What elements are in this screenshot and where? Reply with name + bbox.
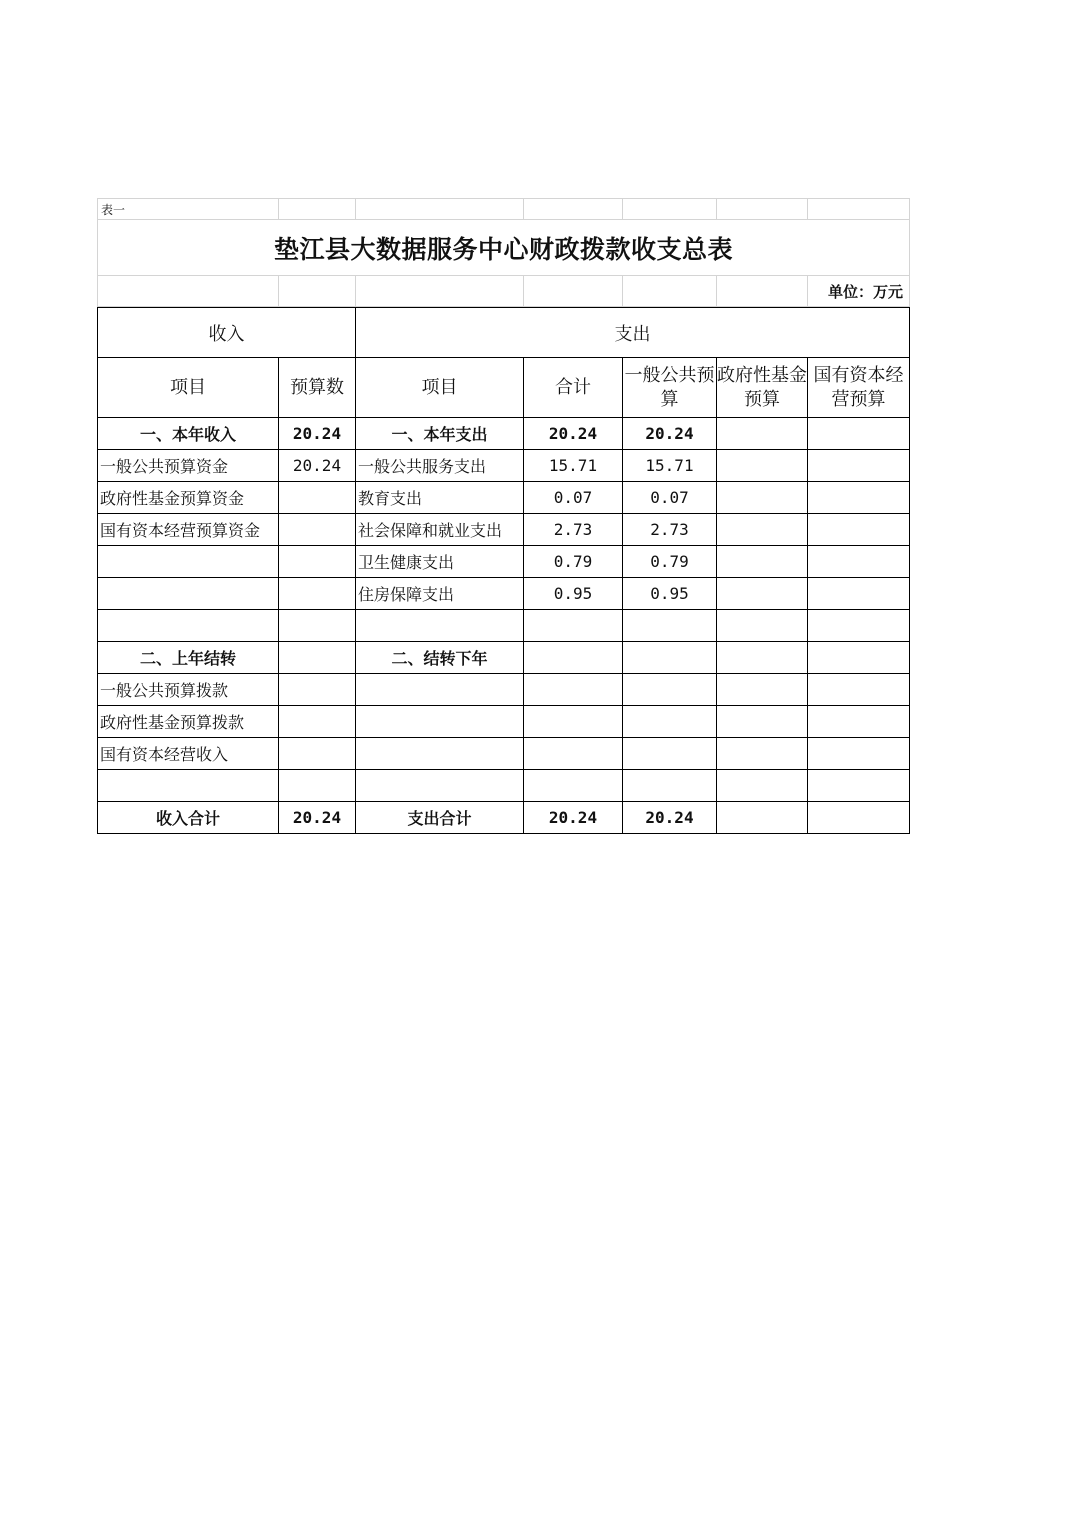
header-total: 合计 <box>524 358 623 418</box>
expense-total-cell <box>524 642 623 674</box>
income-amount-cell <box>279 482 356 514</box>
general-budget-cell: 15.71 <box>623 450 717 482</box>
budget-table <box>97 307 910 834</box>
income-amount-cell <box>279 738 356 770</box>
state-capital-budget-cell <box>808 450 910 482</box>
unit-label: 单位：万元 <box>808 276 910 307</box>
expense-total-cell <box>524 674 623 706</box>
table-row <box>98 738 910 770</box>
state-capital-budget-cell <box>808 578 910 610</box>
income-item-cell: 收入合计 <box>98 802 279 834</box>
fund-budget-cell <box>717 514 808 546</box>
header-state-capital-budget: 国有资本经营预算 <box>808 358 910 418</box>
expense-item-cell <box>356 610 524 642</box>
state-capital-budget-cell <box>808 482 910 514</box>
state-capital-budget-cell <box>808 738 910 770</box>
income-amount-cell <box>279 770 356 802</box>
income-item-cell: 政府性基金预算拨款 <box>98 706 279 738</box>
expense-total-cell <box>524 610 623 642</box>
expense-item-cell: 社会保障和就业支出 <box>356 514 524 546</box>
income-amount-cell <box>279 514 356 546</box>
budget-sheet <box>97 198 909 834</box>
state-capital-budget-cell <box>808 674 910 706</box>
group-header-row <box>98 308 910 358</box>
expense-total-cell: 2.73 <box>524 514 623 546</box>
table-row <box>98 674 910 706</box>
income-item-cell: 一般公共预算拨款 <box>98 674 279 706</box>
expense-total-cell <box>524 738 623 770</box>
table-row <box>98 770 910 802</box>
header-income-item: 项目 <box>98 358 279 418</box>
table-row <box>98 546 910 578</box>
expense-group-header: 支出 <box>356 308 910 358</box>
expense-item-cell: 支出合计 <box>356 802 524 834</box>
income-item-cell: 一、本年收入 <box>98 418 279 450</box>
fund-budget-cell <box>717 770 808 802</box>
expense-item-cell: 一般公共服务支出 <box>356 450 524 482</box>
state-capital-budget-cell <box>808 610 910 642</box>
header-fund-budget: 政府性基金预算 <box>717 358 808 418</box>
fund-budget-cell <box>717 578 808 610</box>
fund-budget-cell <box>717 418 808 450</box>
general-budget-cell <box>623 610 717 642</box>
income-amount-cell <box>279 674 356 706</box>
header-expense-item: 项目 <box>356 358 524 418</box>
expense-total-cell: 0.95 <box>524 578 623 610</box>
expense-item-cell: 教育支出 <box>356 482 524 514</box>
general-budget-cell: 2.73 <box>623 514 717 546</box>
income-amount-cell <box>279 706 356 738</box>
state-capital-budget-cell <box>808 770 910 802</box>
table-row <box>98 514 910 546</box>
income-item-cell <box>98 578 279 610</box>
general-budget-cell: 0.79 <box>623 546 717 578</box>
income-item-cell <box>98 770 279 802</box>
state-capital-budget-cell <box>808 418 910 450</box>
general-budget-cell <box>623 674 717 706</box>
general-budget-cell: 20.24 <box>623 802 717 834</box>
income-amount-cell: 20.24 <box>279 418 356 450</box>
table-row <box>98 610 910 642</box>
general-budget-cell <box>623 642 717 674</box>
expense-total-cell <box>524 706 623 738</box>
general-budget-cell <box>623 738 717 770</box>
state-capital-budget-cell <box>808 802 910 834</box>
income-amount-cell <box>279 578 356 610</box>
table-row <box>98 642 910 674</box>
sheet-label: 表一 <box>98 199 279 220</box>
expense-item-cell <box>356 706 524 738</box>
income-amount-cell: 20.24 <box>279 802 356 834</box>
table-row <box>98 706 910 738</box>
fund-budget-cell <box>717 642 808 674</box>
expense-total-cell <box>524 770 623 802</box>
income-item-cell: 政府性基金预算资金 <box>98 482 279 514</box>
fund-budget-cell <box>717 802 808 834</box>
income-item-cell: 二、上年结转 <box>98 642 279 674</box>
income-amount-cell <box>279 610 356 642</box>
column-header-row <box>98 358 910 418</box>
page-title: 垫江县大数据服务中心财政拨款收支总表 <box>98 220 910 276</box>
state-capital-budget-cell <box>808 546 910 578</box>
income-amount-cell <box>279 546 356 578</box>
table-row <box>98 482 910 514</box>
income-item-cell <box>98 546 279 578</box>
general-budget-cell: 0.07 <box>623 482 717 514</box>
fund-budget-cell <box>717 706 808 738</box>
income-item-cell: 一般公共预算资金 <box>98 450 279 482</box>
expense-total-cell: 0.79 <box>524 546 623 578</box>
income-item-cell <box>98 610 279 642</box>
state-capital-budget-cell <box>808 514 910 546</box>
table-row <box>98 418 910 450</box>
header-general-budget: 一般公共预算 <box>623 358 717 418</box>
income-group-header: 收入 <box>98 308 356 358</box>
table-row <box>98 802 910 834</box>
expense-item-cell: 二、结转下年 <box>356 642 524 674</box>
expense-item-cell: 一、本年支出 <box>356 418 524 450</box>
general-budget-cell <box>623 706 717 738</box>
income-amount-cell <box>279 642 356 674</box>
expense-total-cell: 15.71 <box>524 450 623 482</box>
sheet-header-grid <box>97 198 910 307</box>
income-item-cell: 国有资本经营收入 <box>98 738 279 770</box>
table-row <box>98 450 910 482</box>
fund-budget-cell <box>717 546 808 578</box>
fund-budget-cell <box>717 482 808 514</box>
fund-budget-cell <box>717 450 808 482</box>
state-capital-budget-cell <box>808 642 910 674</box>
fund-budget-cell <box>717 674 808 706</box>
income-item-cell: 国有资本经营预算资金 <box>98 514 279 546</box>
expense-item-cell: 住房保障支出 <box>356 578 524 610</box>
expense-item-cell <box>356 738 524 770</box>
general-budget-cell <box>623 770 717 802</box>
income-amount-cell: 20.24 <box>279 450 356 482</box>
fund-budget-cell <box>717 610 808 642</box>
expense-item-cell <box>356 674 524 706</box>
table-row <box>98 578 910 610</box>
expense-item-cell: 卫生健康支出 <box>356 546 524 578</box>
header-income-amount: 预算数 <box>279 358 356 418</box>
state-capital-budget-cell <box>808 706 910 738</box>
general-budget-cell: 0.95 <box>623 578 717 610</box>
expense-total-cell: 20.24 <box>524 418 623 450</box>
expense-total-cell: 20.24 <box>524 802 623 834</box>
expense-item-cell <box>356 770 524 802</box>
fund-budget-cell <box>717 738 808 770</box>
general-budget-cell: 20.24 <box>623 418 717 450</box>
expense-total-cell: 0.07 <box>524 482 623 514</box>
